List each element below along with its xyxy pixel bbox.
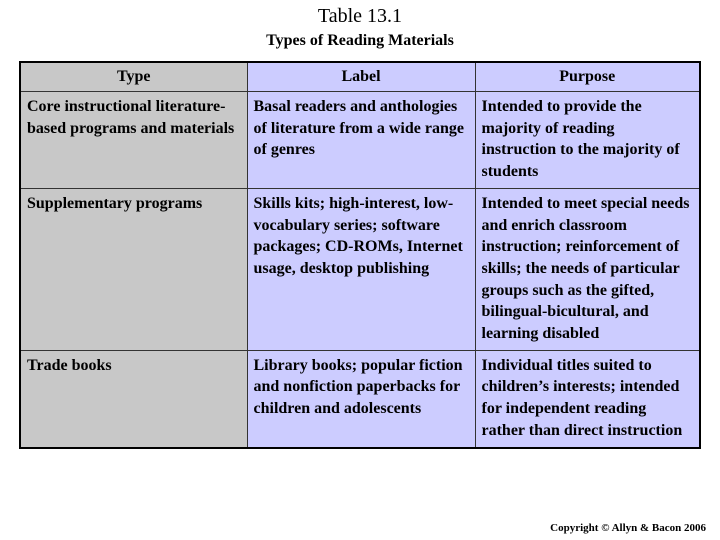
reading-materials-table	[19, 61, 701, 449]
table-row	[20, 188, 700, 350]
cell-type: Trade books	[20, 350, 247, 447]
cell-purpose: Intended to meet special needs and enrich classroom instruction; reinforcement of skills; the needs of particular groups such as the gifted, bilingual-bicultural, and learning disabled	[475, 188, 700, 350]
cell-label: Skills kits; high-interest, low-vocabulary series; software packages; CD-ROMs, Internet usage, desktop publishing	[247, 188, 475, 350]
cell-label: Library books; popular fiction and nonfiction paperbacks for children and adolescents	[247, 350, 475, 447]
table-row	[20, 350, 700, 447]
cell-type: Core instructional literature-based programs and materials	[20, 92, 247, 189]
table-title: Table 13.1	[317, 5, 403, 27]
header-purpose: Purpose	[475, 62, 700, 92]
header-label: Label	[247, 62, 475, 92]
cell-label: Basal readers and anthologies of literature from a wide range of genres	[247, 92, 475, 189]
cell-type: Supplementary programs	[20, 188, 247, 350]
cell-purpose: Individual titles suited to children’s interests; intended for independent reading rather than direct instruction	[475, 350, 700, 447]
header-type: Type	[20, 62, 247, 92]
cell-purpose: Intended to provide the majority of reading instruction to the majority of students	[475, 92, 700, 189]
table-row	[20, 92, 700, 189]
copyright-notice: Copyright © Allyn & Bacon 2006	[550, 522, 706, 534]
table-subtitle: Types of Reading Materials	[266, 32, 454, 49]
header-row	[20, 62, 700, 92]
